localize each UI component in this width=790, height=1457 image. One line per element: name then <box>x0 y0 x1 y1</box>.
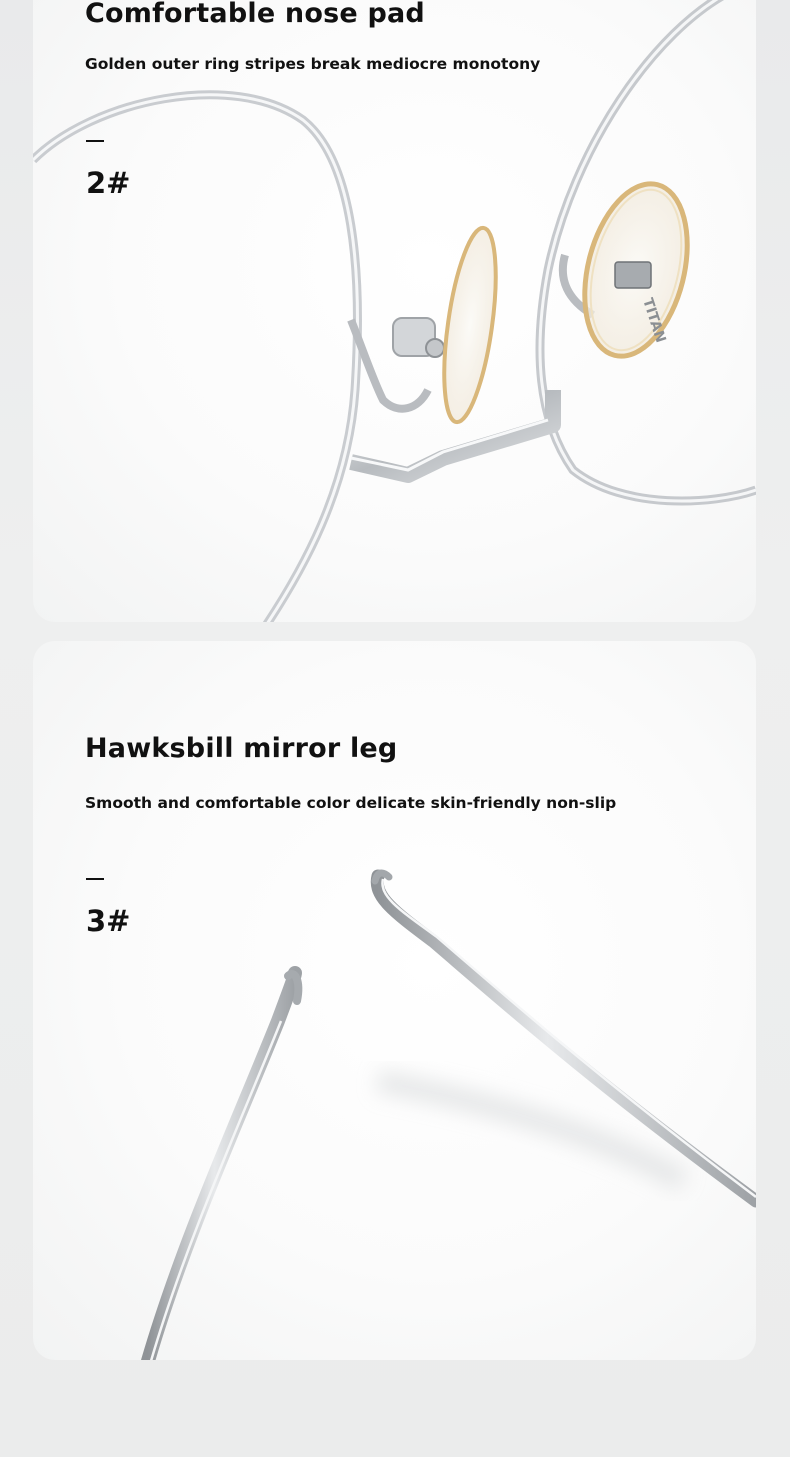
dash-divider <box>86 140 104 142</box>
mirror-leg-card <box>33 641 756 1360</box>
section-title: Comfortable nose pad <box>85 0 425 29</box>
nose-pad-photo <box>33 0 756 622</box>
section-number: 3# <box>86 904 131 938</box>
section-subtitle: Golden outer ring stripes break mediocre monotony <box>85 55 541 73</box>
section-number: 2# <box>86 166 131 200</box>
dash-divider <box>86 878 104 880</box>
section-subtitle: Smooth and comfortable color delicate skin-friendly non-slip <box>85 794 617 812</box>
nose-pad-card <box>33 0 756 622</box>
pad-marking-text: TITAN <box>639 296 669 345</box>
section-title: Hawksbill mirror leg <box>85 733 398 764</box>
